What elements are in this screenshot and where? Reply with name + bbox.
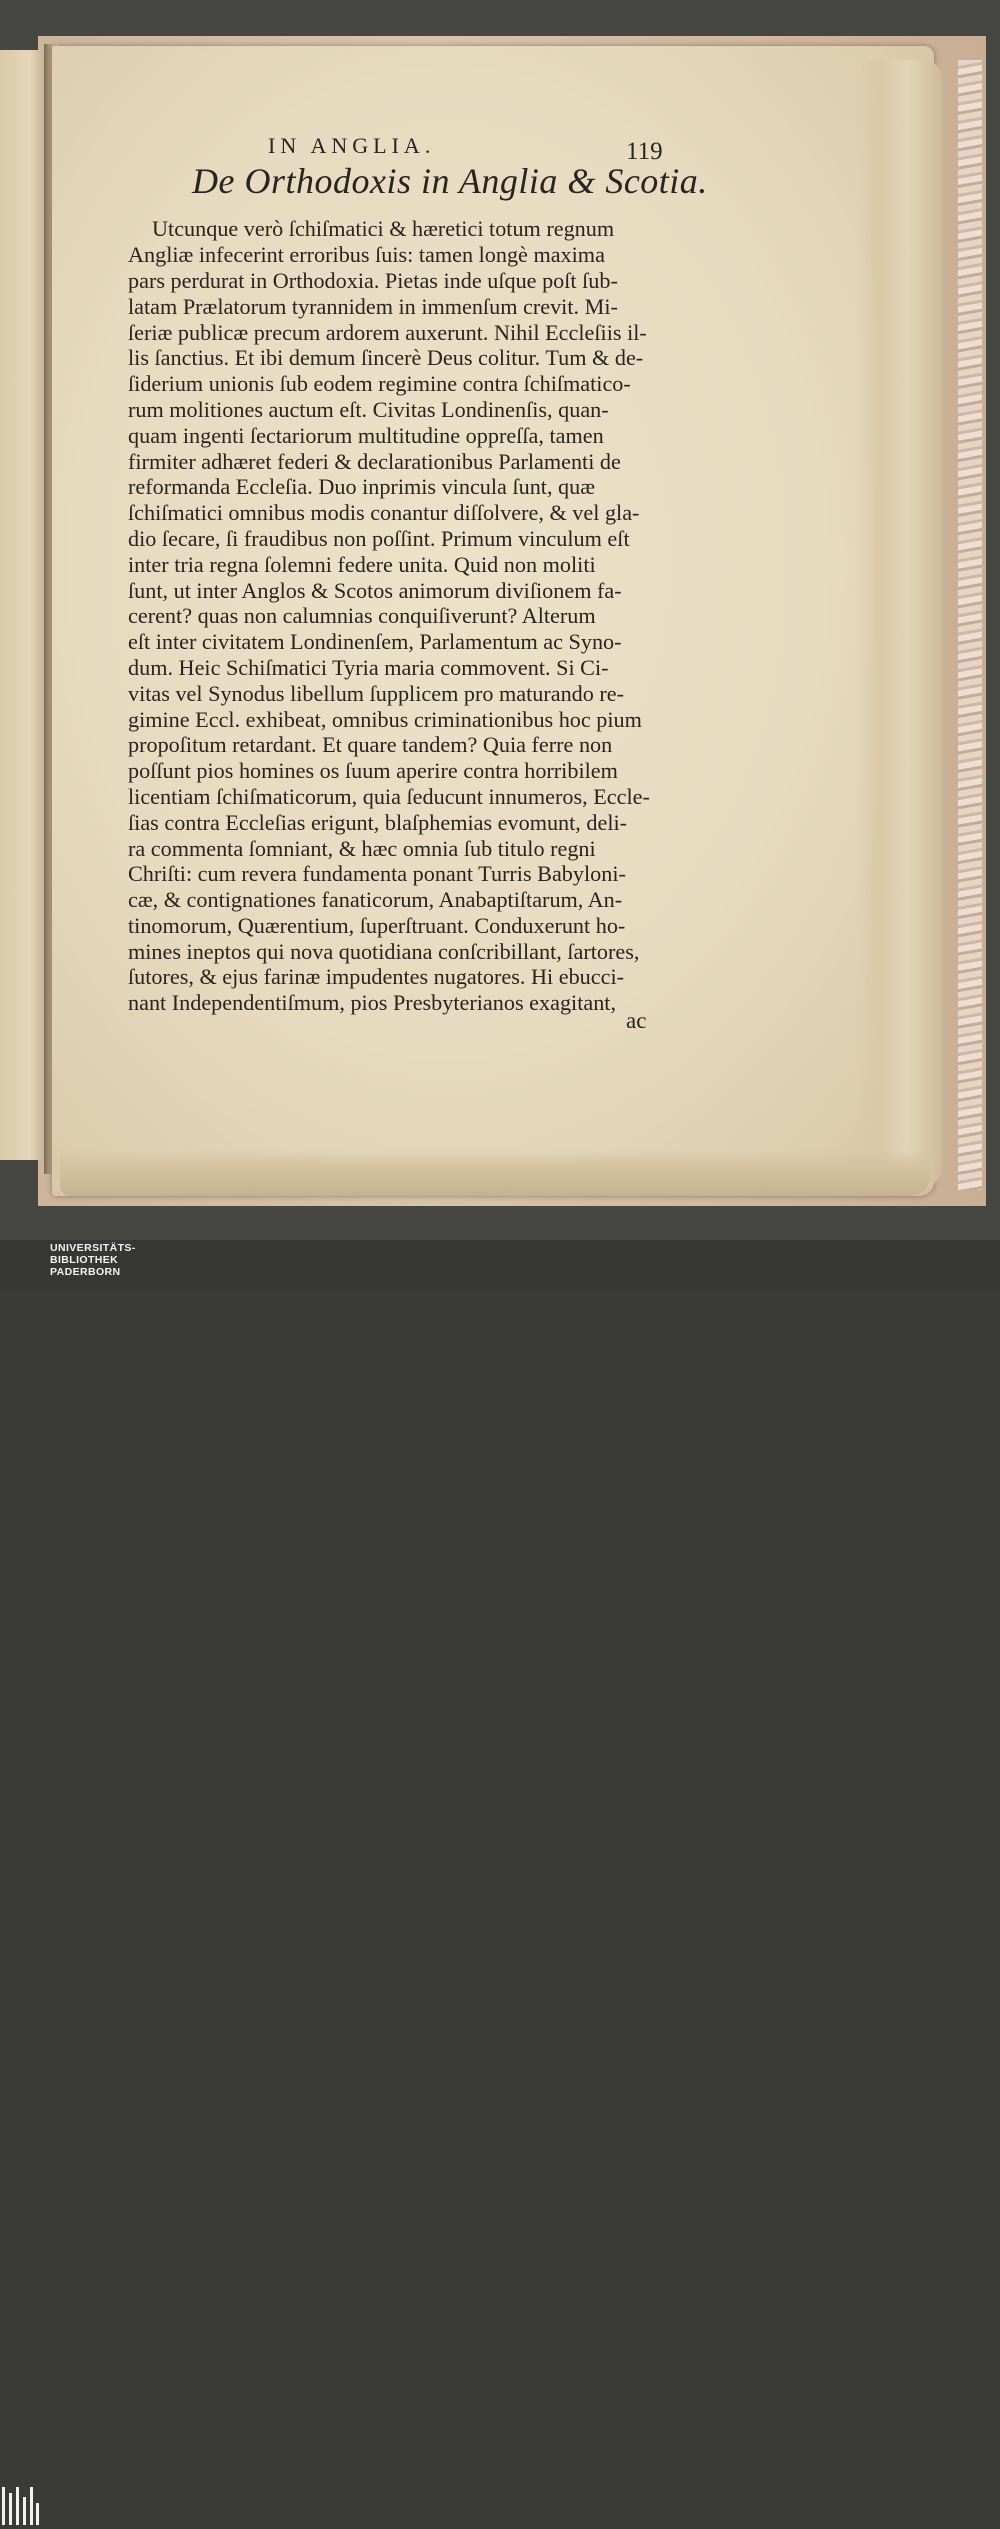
library-name-line3: PADERBORN — [50, 1266, 121, 1278]
text-line: lis ſanctius. Et ibi demum ſincerè Deus colitur. Tum & de- — [128, 345, 644, 370]
text-line: ſias contra Eccleſias erigunt, blaſphemias evomunt, deli- — [128, 810, 628, 835]
page-text — [0, 0, 1000, 1240]
text-line: rum molitiones auctum eſt. Civitas Londinenſis, quan- — [128, 397, 609, 422]
text-line: licentiam ſchiſmaticorum, quia ſeducunt innumeros, Eccle- — [128, 784, 650, 809]
text-line: ra commenta ſomniant, & hæc omnia ſub titulo regni — [128, 836, 596, 861]
text-line: inter tria regna ſolemni federe unita. Quid non moliti — [128, 552, 596, 577]
library-logo-icon — [0, 2483, 40, 2529]
text-line: gimine Eccl. exhibeat, omnibus criminationibus hoc pium — [128, 707, 642, 732]
text-line: firmiter adhæret federi & declarationibus Parlamenti de — [128, 449, 621, 474]
text-line: Utcunque verò ſchiſmatici & hæretici totum regnum — [152, 216, 615, 241]
text-line: reformanda Eccleſia. Duo inprimis vincula ſunt, quæ — [128, 474, 596, 499]
catchword: ac — [626, 1008, 647, 1033]
running-head: IN ANGLIA. — [268, 133, 436, 158]
text-line: cæ, & contignationes fanaticorum, Anabaptiſtarum, An- — [128, 887, 623, 912]
library-name-line1: UNIVERSITÄTS- — [50, 1242, 136, 1254]
text-line: ſiderium unionis ſub eodem regimine contra ſchiſmatico- — [128, 371, 631, 396]
text-line: ſeriæ publicæ precum ardorem auxerunt. Nihil Eccleſiis il- — [128, 320, 647, 345]
text-line: nant Independentiſmum, pios Presbyterianos exagitant, — [128, 990, 617, 1015]
library-name-line2: BIBLIOTHEK — [50, 1254, 119, 1266]
text-line: quam ingenti ſectariorum multitudine oppreſſa, tamen — [128, 423, 604, 448]
text-line: pars perdurat in Orthodoxia. Pietas inde uſque poſt ſub- — [128, 268, 618, 293]
section-title: De Orthodoxis in Anglia & Scotia. — [192, 161, 708, 201]
library-footer — [0, 1240, 1000, 1289]
text-line: Chriſti: cum revera fundamenta ponant Turris Babyloni- — [128, 861, 626, 886]
text-line: dio ſecare, ſi fraudibus non poſſint. Primum vinculum eſt — [128, 526, 630, 551]
book-scan — [0, 0, 1000, 1240]
text-line: eſt inter civitatem Londinenſem, Parlamentum ac Syno- — [128, 629, 622, 654]
text-line: poſſunt pios homines os ſuum aperire contra horribilem — [128, 758, 618, 783]
text-line: dum. Heic Schiſmatici Tyria maria commovent. Si Ci- — [128, 655, 609, 680]
text-line: Angliæ infecerint erroribus ſuis: tamen longè maxima — [128, 242, 605, 267]
text-line: ſunt, ut inter Anglos & Scotos animorum diviſionem fa- — [128, 578, 622, 603]
page-number: 119 — [626, 138, 663, 165]
text-line: vitas vel Synodus libellum ſupplicem pro maturando re- — [128, 681, 625, 706]
text-line: mines ineptos qui nova quotidiana conſcribillant, ſartores, — [128, 939, 640, 964]
text-line: propoſitum retardant. Et quare tandem? Quia ferre non — [128, 732, 613, 757]
text-line: tinomorum, Quærentium, ſuperſtruant. Conduxerunt ho- — [128, 913, 626, 938]
text-line: latam Prælatorum tyrannidem in immenſum crevit. Mi- — [128, 294, 618, 319]
text-line: ſutores, & ejus farinæ impudentes nugatores. Hi ebucci- — [128, 964, 625, 989]
text-line: ſchiſmatici omnibus modis conantur diſſolvere, & vel gla- — [128, 500, 640, 525]
text-line: cerent? quas non calumnias conquiſiverunt? Alterum — [128, 603, 596, 628]
